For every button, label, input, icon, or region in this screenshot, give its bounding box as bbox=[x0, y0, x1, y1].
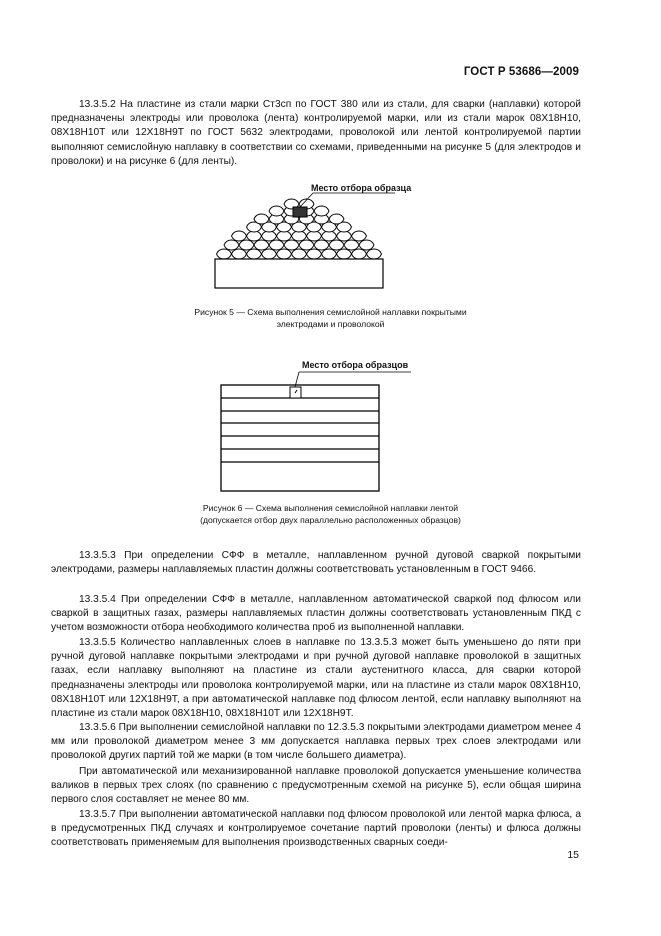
weld-bead bbox=[239, 240, 254, 250]
weld-bead bbox=[314, 206, 329, 216]
weld-bead bbox=[329, 214, 344, 224]
weld-bead bbox=[292, 249, 307, 259]
figure6-caption-line1: Рисунок 6 — Схема выполнения семислойной наплавки лентой bbox=[202, 503, 459, 513]
weld-bead bbox=[299, 240, 314, 250]
weld-bead bbox=[337, 249, 352, 259]
figure5-diagram bbox=[205, 180, 395, 290]
paragraph-13-3-5-7: 13.3.5.7 При выполнении автоматической наплавки под флюсом проволокой или лентой марка флюса, а в предусмотренных ПКД случаях и контролируемое сочетание партий проволоки (ленты) и флюса должны соответствовать применяемым для выполнения производственных сварных соеди- bbox=[51, 809, 581, 849]
weld-bead bbox=[359, 240, 374, 250]
paragraph-13-3-5-5: 13.3.5.5 Количество наплавленных слоев в наплавке по 13.3.5.3 может быть уменьшено до пяти при ручной дуговой наплавке покрытыми электродами и при ручной дуговой наплавке проволокой в защитных газах, если наплавку выполняют на пластине из стали аустенитного класса, для сварки которой предназначены электроды или проволока контролируемой марки, или на пластине из стали марок 08Х18Н10, 08Х18Н10Т или 12Х18Н9Т, а при автоматической наплавке под флюсом лентой, если наплавку выполняют на пластине из стали марок 08Х18Н10, 08Х18Н10Т или 12Х18Н9Т. bbox=[51, 637, 581, 720]
figure5-caption-line1: Рисунок 5 — Схема выполнения семислойной наплавки покрытыми bbox=[194, 307, 467, 317]
base-plate bbox=[215, 259, 383, 288]
weld-bead bbox=[254, 214, 269, 224]
weld-bead bbox=[254, 240, 269, 250]
paragraph-13-3-5-6-cont: При автоматической или механизированной наплавке проволокой допускается уменьшение количества валиков в первых трех слоях (по сравнению с предусмотренным схемой на рисунке 5), если общая ширина первого слоя составляет не менее 80 мм. bbox=[51, 766, 581, 806]
weld-bead bbox=[262, 249, 277, 259]
weld-bead bbox=[269, 206, 284, 216]
document-header: ГОСТ Р 53686—2009 bbox=[463, 66, 579, 78]
figure6-caption-line2: (допускается отбор двух параллельно расположенных образцов) bbox=[200, 515, 461, 525]
figure6-diagram bbox=[215, 360, 415, 495]
weld-bead bbox=[329, 240, 344, 250]
weld-bead bbox=[307, 249, 322, 259]
figure6-label: Место отбора образцов bbox=[302, 360, 409, 370]
weld-bead bbox=[217, 249, 232, 259]
weld-bead bbox=[232, 231, 247, 241]
weld-bead bbox=[232, 249, 247, 259]
weld-bead bbox=[344, 240, 359, 250]
paragraph-13-3-5-4: 13.3.5.4 При определении СФФ в металле, наплавленном автоматической сваркой под флюсом или сваркой в защитных газах, размеры наплавляемых пластин должны соответствовать установленным ПКД с учетом возможности отбора необходимого количества проб из выполненной наплавки. bbox=[51, 594, 581, 634]
weld-bead bbox=[352, 231, 367, 241]
weld-bead bbox=[367, 249, 382, 259]
sample-location-marker bbox=[293, 207, 307, 217]
weld-bead bbox=[284, 240, 299, 250]
base-plate bbox=[221, 385, 379, 491]
weld-bead bbox=[247, 249, 262, 259]
weld-bead bbox=[277, 249, 292, 259]
paragraph-13-3-5-3: 13.3.5.3 При определении СФФ в металле, наплавленном ручной дуговой сваркой покрытыми электродами, размеры наплавляемых пластин должны соответствовать установленным в ГОСТ 9466. bbox=[51, 550, 581, 576]
page-number: 15 bbox=[567, 849, 579, 861]
weld-bead bbox=[352, 249, 367, 259]
weld-bead bbox=[269, 240, 284, 250]
paragraph-13-3-5-6: 13.3.5.6 При выполнении семислойной наплавки по 12.3.5.3 покрытыми электродами диаметром менее 4 мм или проволокой диаметром менее 3 мм допускается наплавка первых трех слоев электродами или проволокой других партий той же марки (в том числе большего диаметра). bbox=[51, 722, 581, 762]
figure5-caption-line2: электродами и проволокой bbox=[276, 319, 385, 329]
weld-bead bbox=[224, 240, 239, 250]
weld-bead bbox=[322, 249, 337, 259]
paragraph-13-3-5-2: 13.3.5.2 На пластине из стали марки Ст3сп по ГОСТ 380 или из стали, для сварки (наплавки) которой предназначены электроды или проволока (лента) контролируемой марки, или из стали марок 08Х18Н10, 08Х18Н10Т или 12Х18Н9Т по ГОСТ 5632 электродами, проволокой или лентой контролируемой партии выполняют семислойную наплавку в соответствии со схемами, приведенными на рисунке 5 (для электродов и проволоки) и на рисунке 6 (для ленты). bbox=[51, 99, 581, 167]
figure5-label: Место отбора образца bbox=[311, 183, 412, 193]
weld-bead bbox=[314, 240, 329, 250]
